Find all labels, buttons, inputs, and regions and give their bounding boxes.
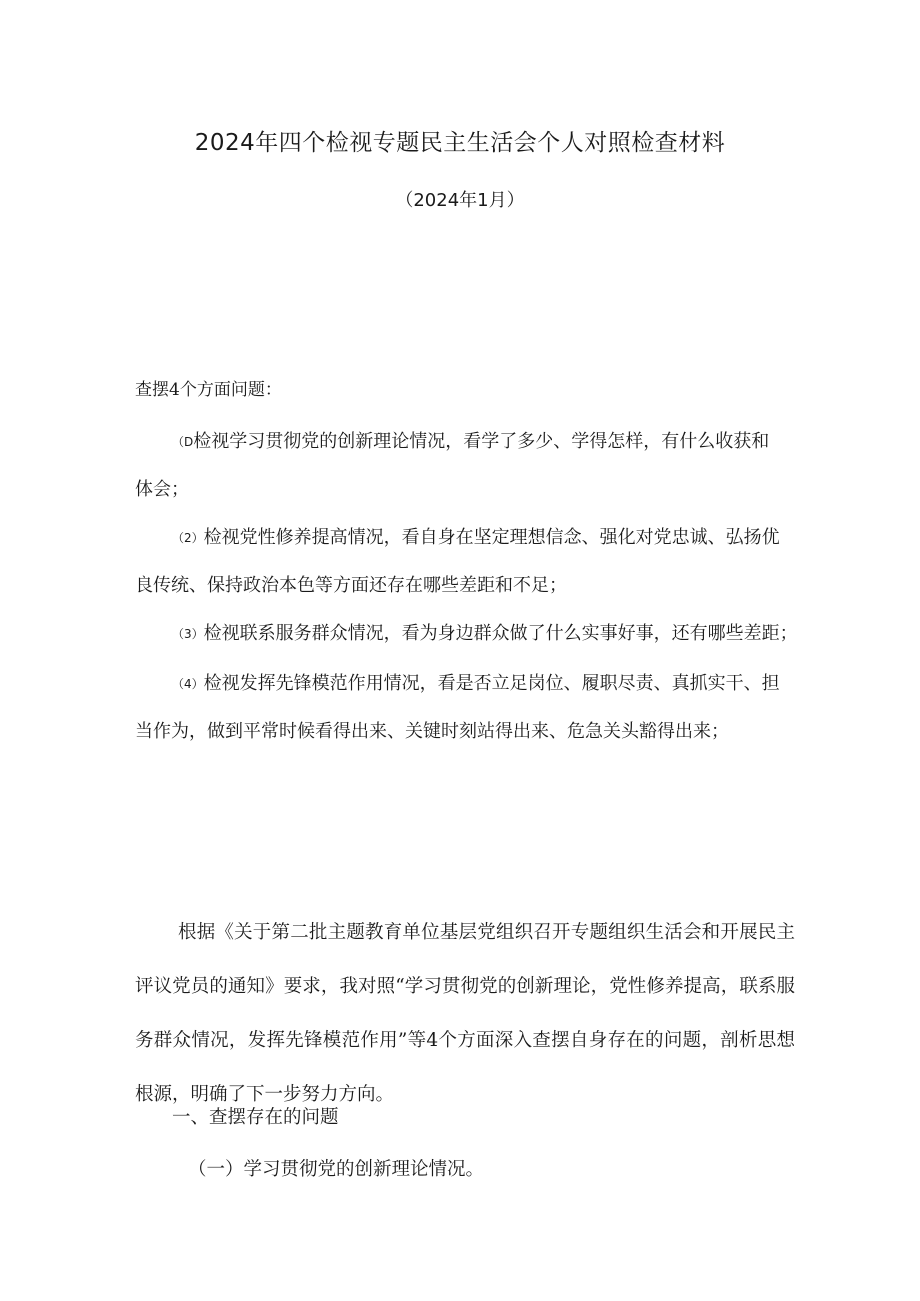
item-text: 检视学习贯彻党的创新理论情况，看学了多少、学得怎样，有什么收获和: [193, 431, 770, 452]
checklist-item-2-continued: 良传统、保持政治本色等方面还存在哪些差距和不足；: [135, 575, 567, 596]
document-title: 2024年四个检视专题民主生活会个人对照检查材料: [194, 130, 726, 156]
item-marker: （2）: [172, 531, 204, 545]
checklist-item-2: [172, 526, 780, 550]
checklist-item-4: [172, 672, 780, 696]
item-text: 检视联系服务群众情况，看为身边群众做了什么实事好事，还有哪些差距；: [203, 623, 798, 644]
item-text: 检视党性修养提高情况，看自身在坚定理想信念、强化对党忠诚、弘扬优: [203, 527, 780, 548]
subsection-heading: （一）学习贯彻党的创新理论情况。: [188, 1159, 485, 1180]
checklist-item-1-continued: 体会；: [135, 479, 189, 500]
item-text: 检视发挥先锋模范作用情况，看是否立足岗位、履职尽责、真抓实干、担: [203, 673, 780, 694]
section-heading: 一、查摆存在的问题: [172, 1107, 339, 1128]
checklist-intro: 查摆4个方面问题：: [135, 380, 282, 400]
checklist-item-4-continued: 当作为，做到平常时候看得出来、关键时刻站得出来、危急关头豁得出来；: [135, 721, 729, 742]
item-marker: （3）: [172, 627, 204, 641]
body-paragraph: 根据《关于第二批主题教育单位基层党组织召开专题组织生活会和开展民主评议党员的通知》要求，我对照“学习贯彻党的创新理论，党性修养提高，联系服务群众情况，发挥先锋模范作用”等4个方面深入查摆自身存在的问题，剖析思想根源，明确了下一步努力方向。: [135, 922, 795, 1105]
item-marker: （4）: [172, 677, 204, 691]
document-date: （2024年1月）: [395, 190, 525, 211]
checklist-item-1: [172, 430, 769, 454]
item-marker: （D: [172, 435, 194, 449]
checklist-item-3: [172, 622, 798, 646]
